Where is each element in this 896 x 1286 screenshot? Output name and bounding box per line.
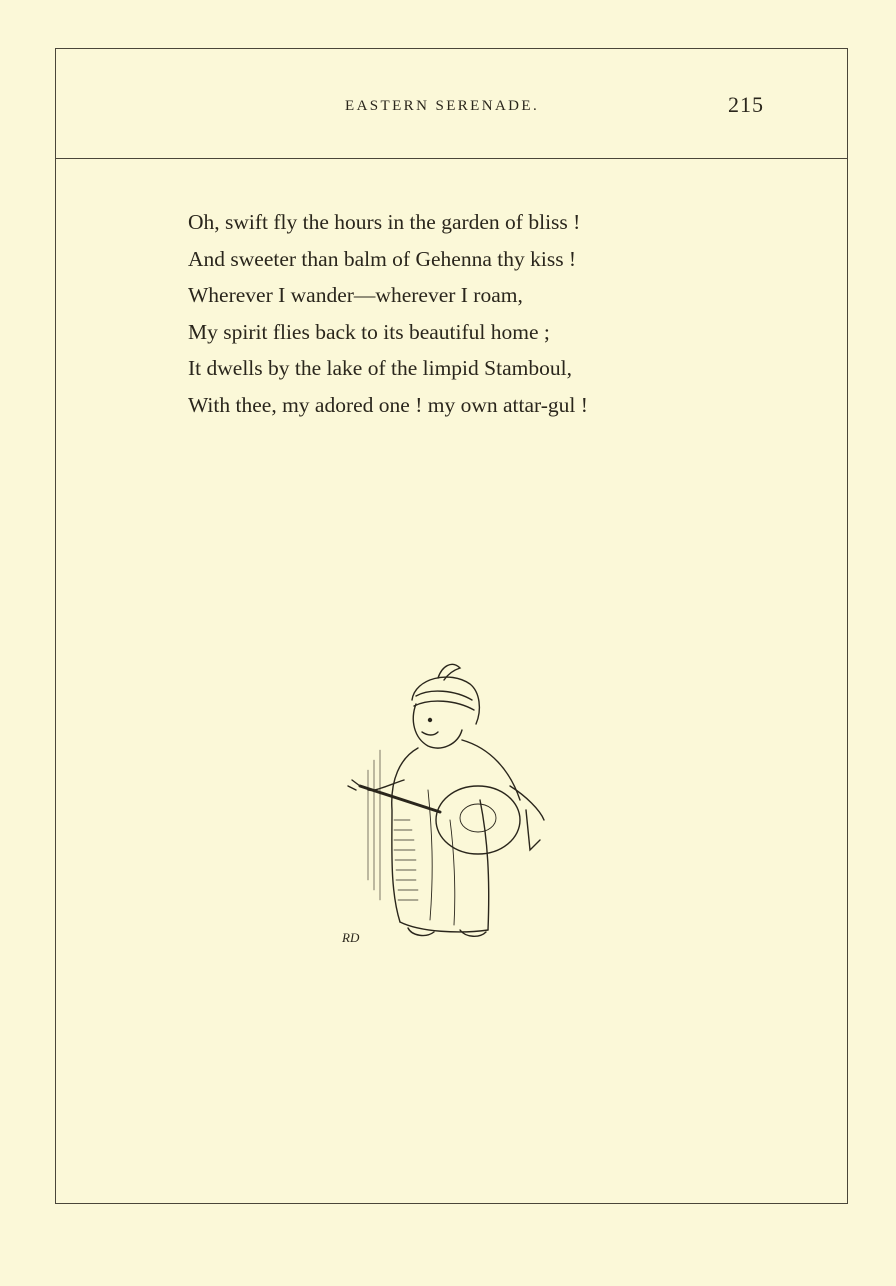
frame-left-rule (55, 48, 56, 1204)
verse-line: It dwells by the lake of the limpid Stamboul, (188, 356, 572, 380)
page-number: 215 (728, 92, 764, 117)
verse-line: Wherever I wander—wherever I roam, (188, 283, 523, 307)
frame-bottom-rule (55, 1203, 848, 1204)
lute-player-engraving (330, 640, 570, 960)
header-rule (55, 158, 848, 159)
verse-line: My spirit flies back to its beautiful home ; (188, 319, 550, 344)
frame-top-rule (55, 48, 848, 49)
verse-line: And sweeter than balm of Gehenna thy kiss ! (188, 246, 577, 271)
verse-line: With thee, my adored one ! my own attar-gul ! (188, 392, 588, 417)
verse-stanza (188, 204, 748, 423)
running-head: EASTERN SERENADE. (345, 98, 540, 114)
engraver-signature: RD (342, 930, 360, 945)
verse-line: Oh, swift fly the hours in the garden of bliss ! (188, 210, 581, 234)
frame-right-rule (847, 48, 848, 1204)
